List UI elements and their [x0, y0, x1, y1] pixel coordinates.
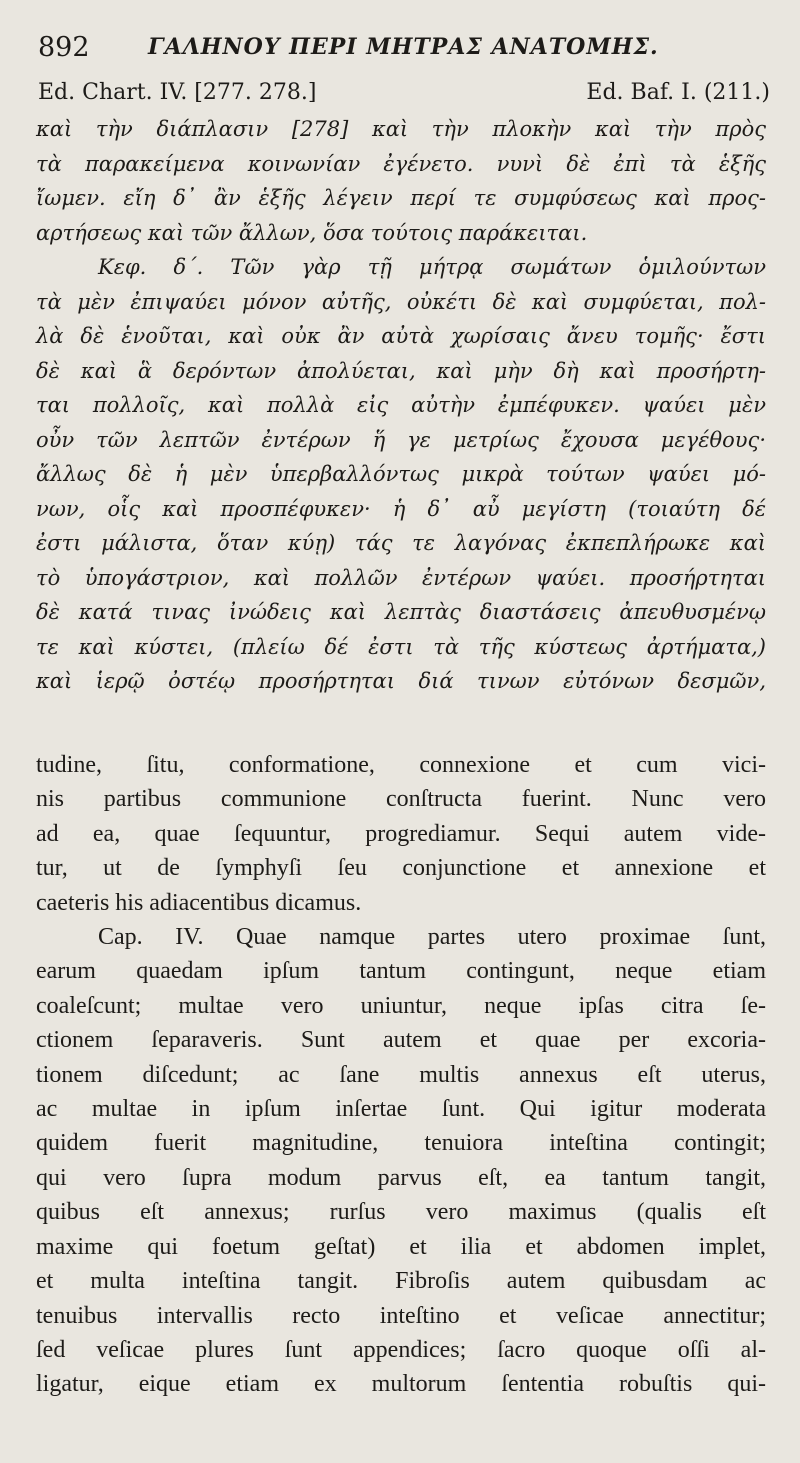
latin-line: tur, ut de ſymphyſi ſeu conjunctione et annexione et	[36, 855, 766, 882]
latin-line: tionem diſcedunt; ac ſane multis annexus eſt uterus,	[36, 1061, 766, 1088]
greek-line: δὲ καὶ ἃ δερόντων ἀπολύεται, καὶ μὴν δὴ καὶ προσήρτη-	[36, 358, 766, 383]
greek-text-block	[36, 112, 766, 699]
latin-line: maxime qui foetum geſtat) et ilia et abdomen implet,	[36, 1233, 766, 1260]
greek-line: οὖν τῶν λεπτῶν ἐντέρων ἥ γε μετρίως ἔχουσα μεγέθους·	[36, 427, 766, 452]
greek-line: ἐστι μάλιστα, ὅταν κύῃ) τάς τε λαγόνας ἐκπεπλήρωκε καὶ	[36, 531, 766, 555]
running-title: ΓΑΛΗΝΟΥ ΠΕΡΙ ΜΗΤΡΑΣ ΑΝΑΤΟΜΗΣ.	[148, 34, 659, 60]
latin-line: et multa inteſtina tangit. Fibroſis autem quibusdam ac	[36, 1268, 766, 1295]
greek-line: ἄλλως δὲ ἡ μὲν ὑπερβαλλόντως μικρὰ τούτων ψαύει μό-	[36, 462, 766, 486]
greek-line: καὶ τὴν διάπλασιν [278] καὶ τὴν πλοκὴν καὶ τὴν πρὸς	[36, 117, 766, 141]
latin-line: earum quaedam ipſum tantum contingunt, neque etiam	[36, 958, 766, 985]
greek-line: αρτήσεως καὶ τῶν ἄλλων, ὅσα τούτοις παράκειται.	[36, 220, 588, 245]
latin-line: quidem fuerit magnitudine, tenuiora inteſtina contingit;	[36, 1130, 766, 1157]
latin-line: ac multae in ipſum inſertae ſunt. Qui igitur moderata	[36, 1096, 766, 1123]
page-header	[38, 30, 770, 72]
latin-line: Cap. IV. Quae namque partes utero proximae ſunt,	[98, 924, 766, 951]
latin-line: quibus eſt annexus; rurſus vero maximus (qualis eſt	[36, 1199, 766, 1226]
greek-line: τὰ μὲν ἐπιψαύει μόνον αὐτῆς, οὐκέτι δὲ καὶ συμφύεται, πολ-	[36, 289, 766, 314]
greek-line: τὸ ὑπογάστριον, καὶ πολλῶν ἐντέρων ψαύει. προσήρτηται	[36, 565, 766, 590]
latin-text-block	[36, 748, 766, 1402]
latin-line: ligatur, eique etiam ex multorum ſententia robuſtis qui-	[36, 1371, 766, 1398]
edition-reference-right: Ed. Baf. I. (211.)	[586, 80, 770, 105]
latin-line: tudine, ſitu, conformatione, connexione et cum vici-	[36, 752, 766, 778]
greek-line: τε καὶ κύστει, (πλείω δέ ἐστι τὰ τῆς κύστεως ἀρτήματα,)	[36, 634, 766, 659]
latin-line: coaleſcunt; multae vero uniuntur, neque ipſas citra ſe-	[36, 992, 766, 1019]
page-number: 892	[38, 32, 90, 63]
latin-line: ad ea, quae ſequuntur, progrediamur. Sequi autem vide-	[36, 820, 766, 847]
latin-line: tenuibus intervallis recto inteſtino et veſicae annectitur;	[36, 1302, 766, 1329]
greek-line: καὶ ἱερῷ ὀστέῳ προσήρτηται διά τινων εὐτόνων δεσμῶν,	[36, 669, 766, 693]
greek-line: Κεφ. δ΄. Τῶν γὰρ τῇ μήτρᾳ σωμάτων ὁμιλούντων	[98, 255, 766, 279]
edition-reference-line	[38, 80, 770, 110]
greek-line: τὰ παρακείμενα κοινωνίαν ἐγένετο. νυνὶ δὲ ἐπὶ τὰ ἑξῆς	[36, 151, 766, 176]
greek-line: λὰ δὲ ἑνοῦται, καὶ οὐκ ἂν αὐτὰ χωρίσαις ἄνευ τομῆς· ἔστι	[36, 324, 766, 348]
edition-reference-left: Ed. Chart. IV. [277. 278.]	[38, 80, 317, 105]
latin-line: ſed veſicae plures ſunt appendices; ſacro quoque oſſi al-	[36, 1336, 766, 1363]
greek-line: ται πολλοῖς, καὶ πολλὰ εἰς αὐτὴν ἐμπέφυκεν. ψαύει μὲν	[36, 393, 766, 417]
latin-line: ctionem ſeparaveris. Sunt autem et quae per excoria-	[36, 1027, 766, 1054]
greek-line: δὲ κατά τινας ἰνώδεις καὶ λεπτὰς διαστάσεις ἀπευθυσμένῳ	[36, 600, 766, 624]
greek-line: ἴωμεν. εἴη δ᾽ ἂν ἑξῆς λέγειν περί τε συμφύσεως καὶ προς-	[36, 186, 766, 210]
latin-line: caeteris his adiacentibus dicamus.	[36, 889, 362, 916]
latin-line: qui vero ſupra modum parvus eſt, ea tantum tangit,	[36, 1164, 766, 1191]
greek-line: νων, οἷς καὶ προσπέφυκεν· ἡ δ᾽ αὖ μεγίστη (τοιαύτη δέ	[36, 496, 766, 521]
latin-line: nis partibus communione conſtructa fuerint. Nunc vero	[36, 786, 766, 813]
